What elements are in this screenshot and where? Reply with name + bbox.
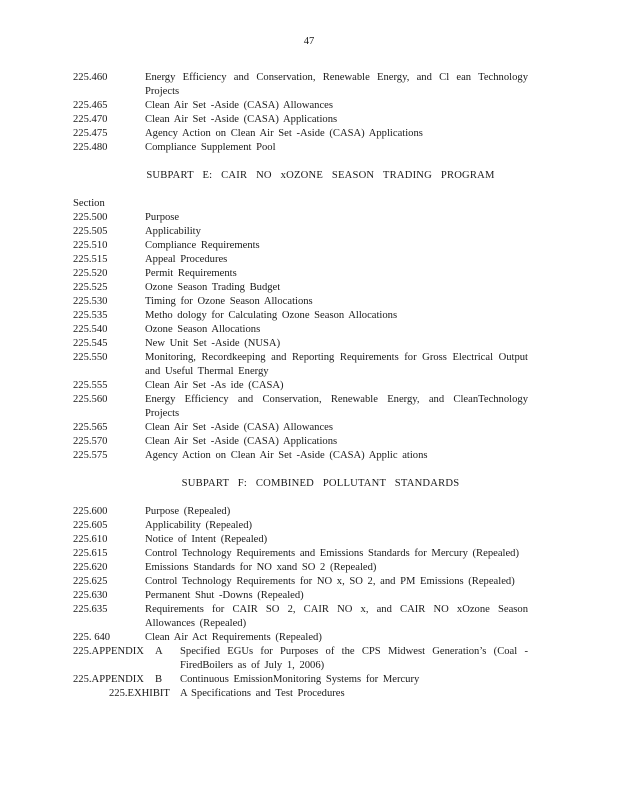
- section-title: Clean Air Set -Aside (CASA) Allowances: [145, 422, 334, 433]
- exhibit-row: [73, 687, 528, 701]
- section-number: 225.620: [73, 562, 108, 573]
- section-title: Ozone Season Allocations: [145, 324, 261, 335]
- section-title: Clean Air Act Requirements (Repealed): [145, 632, 322, 643]
- toc-row: [73, 631, 528, 645]
- section-title: Appeal Procedures: [145, 254, 228, 265]
- section-number: 225.565: [73, 422, 108, 433]
- section-number: 225.635: [73, 604, 108, 615]
- toc-row: [73, 281, 528, 295]
- appendix-number: 225.APPENDIX: [73, 646, 144, 657]
- section-number: 225.615: [73, 548, 108, 559]
- appendix-row: [73, 673, 528, 687]
- section-title: Requirements for CAIR SO 2, CAIR NO x, and CAIR NO xOzone Season Allowances (Repealed): [145, 604, 528, 629]
- table-of-contents: [73, 71, 528, 701]
- toc-row: [73, 295, 528, 309]
- section-number: 225.510: [73, 240, 108, 251]
- section-title: Permit Requirements: [145, 268, 237, 279]
- section-title: Energy Efficiency and Conservation, Renewable Energy, and CleanTechnology Projects: [145, 394, 528, 419]
- section-title: Emissions Standards for NO xand SO 2 (Repealed): [145, 562, 377, 573]
- section-title: Control Technology Requirements for NO x, SO 2, and PM Emissions (Repealed): [145, 576, 515, 587]
- section-number: 225.525: [73, 282, 108, 293]
- toc-row: [73, 589, 528, 603]
- toc-row: [73, 71, 528, 99]
- exhibit-title: Specifications and Test Procedures: [191, 688, 345, 699]
- section-title: Clean Air Set -Aside (CASA) Applications: [145, 114, 338, 125]
- toc-row: [73, 351, 528, 379]
- toc-row: [73, 253, 528, 267]
- toc-row: [73, 561, 528, 575]
- section-title: New Unit Set -Aside (NUSA): [145, 338, 281, 349]
- appendix-number: 225.APPENDIX: [73, 674, 144, 685]
- section-number: 225.540: [73, 324, 108, 335]
- toc-row: [73, 225, 528, 239]
- toc-row: [73, 379, 528, 393]
- subpart-f-heading: SUBPART F: COMBINED POLLUTANT STANDARDS: [181, 478, 460, 489]
- section-number: 225.465: [73, 100, 108, 111]
- exhibit-letter: A: [180, 688, 188, 699]
- section-number: 225.475: [73, 128, 108, 139]
- section-number: 225.535: [73, 310, 108, 321]
- toc-row: [73, 393, 528, 421]
- section-number: 225.505: [73, 226, 108, 237]
- toc-row: [73, 547, 528, 561]
- toc-row: [73, 211, 528, 225]
- section-number: 225.630: [73, 590, 108, 601]
- section-title: Ozone Season Trading Budget: [145, 282, 281, 293]
- section-title: Applicability (Repealed): [145, 520, 253, 531]
- section-title: Permanent Shut -Downs (Repealed): [145, 590, 304, 601]
- section-title: Clean Air Set -As ide (CASA): [145, 380, 284, 391]
- section-number: 225.600: [73, 506, 108, 517]
- section-number: 225.570: [73, 436, 108, 447]
- section-number: 225.625: [73, 576, 108, 587]
- toc-row: [73, 337, 528, 351]
- appendix-letter: B: [155, 674, 163, 685]
- section-label: Section: [73, 198, 105, 209]
- toc-row: [73, 575, 528, 589]
- section-title: Purpose (Repealed): [145, 506, 231, 517]
- section-title: Agency Action on Clean Air Set -Aside (CASA) Applic ations: [145, 450, 428, 461]
- section-number: 225.575: [73, 450, 108, 461]
- section-title: Metho dology for Calculating Ozone Season Allocations: [145, 310, 398, 321]
- toc-row: [73, 449, 528, 463]
- section-number: 225.520: [73, 268, 108, 279]
- toc-row: [73, 533, 528, 547]
- appendix-title: Continuous EmissionMonitoring Systems for Mercury: [180, 674, 420, 685]
- section-number: 225.610: [73, 534, 108, 545]
- section-number: 225.605: [73, 520, 108, 531]
- appendix-title: Specified EGUs for Purposes of the CPS Midwest Generation’s (Coal - FiredBoilers as of July 1, 2006): [180, 646, 528, 671]
- section-number: 225.545: [73, 338, 108, 349]
- toc-row: [73, 113, 528, 127]
- toc-row: [73, 603, 528, 631]
- section-number: 225.500: [73, 212, 108, 223]
- toc-row: [73, 435, 528, 449]
- section-number: 225.530: [73, 296, 108, 307]
- section-title: Clean Air Set -Aside (CASA) Allowances: [145, 100, 334, 111]
- toc-row: [73, 239, 528, 253]
- toc-row: [73, 421, 528, 435]
- section-title: Notice of Intent (Repealed): [145, 534, 268, 545]
- appendix-row: [73, 645, 528, 673]
- appendix-letter: A: [155, 646, 163, 657]
- section-number: 225.480: [73, 142, 108, 153]
- section-title: Control Technology Requirements and Emissions Standards for Mercury (Repealed): [145, 548, 519, 559]
- section-title: Agency Action on Clean Air Set -Aside (CASA) Applications: [145, 128, 423, 139]
- toc-row: [73, 141, 528, 155]
- section-title: Timing for Ozone Season Allocations: [145, 296, 313, 307]
- section-title: Monitoring, Recordkeeping and Reporting Requirements for Gross Electrical Output and Useful Thermal Energy: [145, 352, 528, 377]
- exhibit-number: 225.EXHIBIT: [109, 688, 170, 699]
- toc-row: [73, 519, 528, 533]
- section-number: 225.460: [73, 72, 108, 83]
- section-title: Applicability: [145, 226, 201, 237]
- section-title: Clean Air Set -Aside (CASA) Applications: [145, 436, 338, 447]
- toc-row: [73, 323, 528, 337]
- section-title: Energy Efficiency and Conservation, Renewable Energy, and Cl ean Technology Projects: [145, 72, 528, 97]
- subpart-e-heading: SUBPART E: CAIR NO xOZONE SEASON TRADING PROGRAM: [146, 170, 495, 181]
- page-number: 47: [303, 36, 315, 47]
- section-number: 225.550: [73, 352, 108, 363]
- section-title: Compliance Requirements: [145, 240, 260, 251]
- section-title: Compliance Supplement Pool: [145, 142, 276, 153]
- toc-row: [73, 99, 528, 113]
- section-number: 225.470: [73, 114, 108, 125]
- toc-row: [73, 505, 528, 519]
- toc-row: [73, 309, 528, 323]
- section-number: 225.555: [73, 380, 108, 391]
- toc-row: [73, 127, 528, 141]
- section-number: 225.515: [73, 254, 108, 265]
- section-title: Purpose: [145, 212, 180, 223]
- toc-row: [73, 267, 528, 281]
- section-number: 225. 640: [73, 632, 111, 643]
- section-number: 225.560: [73, 394, 108, 405]
